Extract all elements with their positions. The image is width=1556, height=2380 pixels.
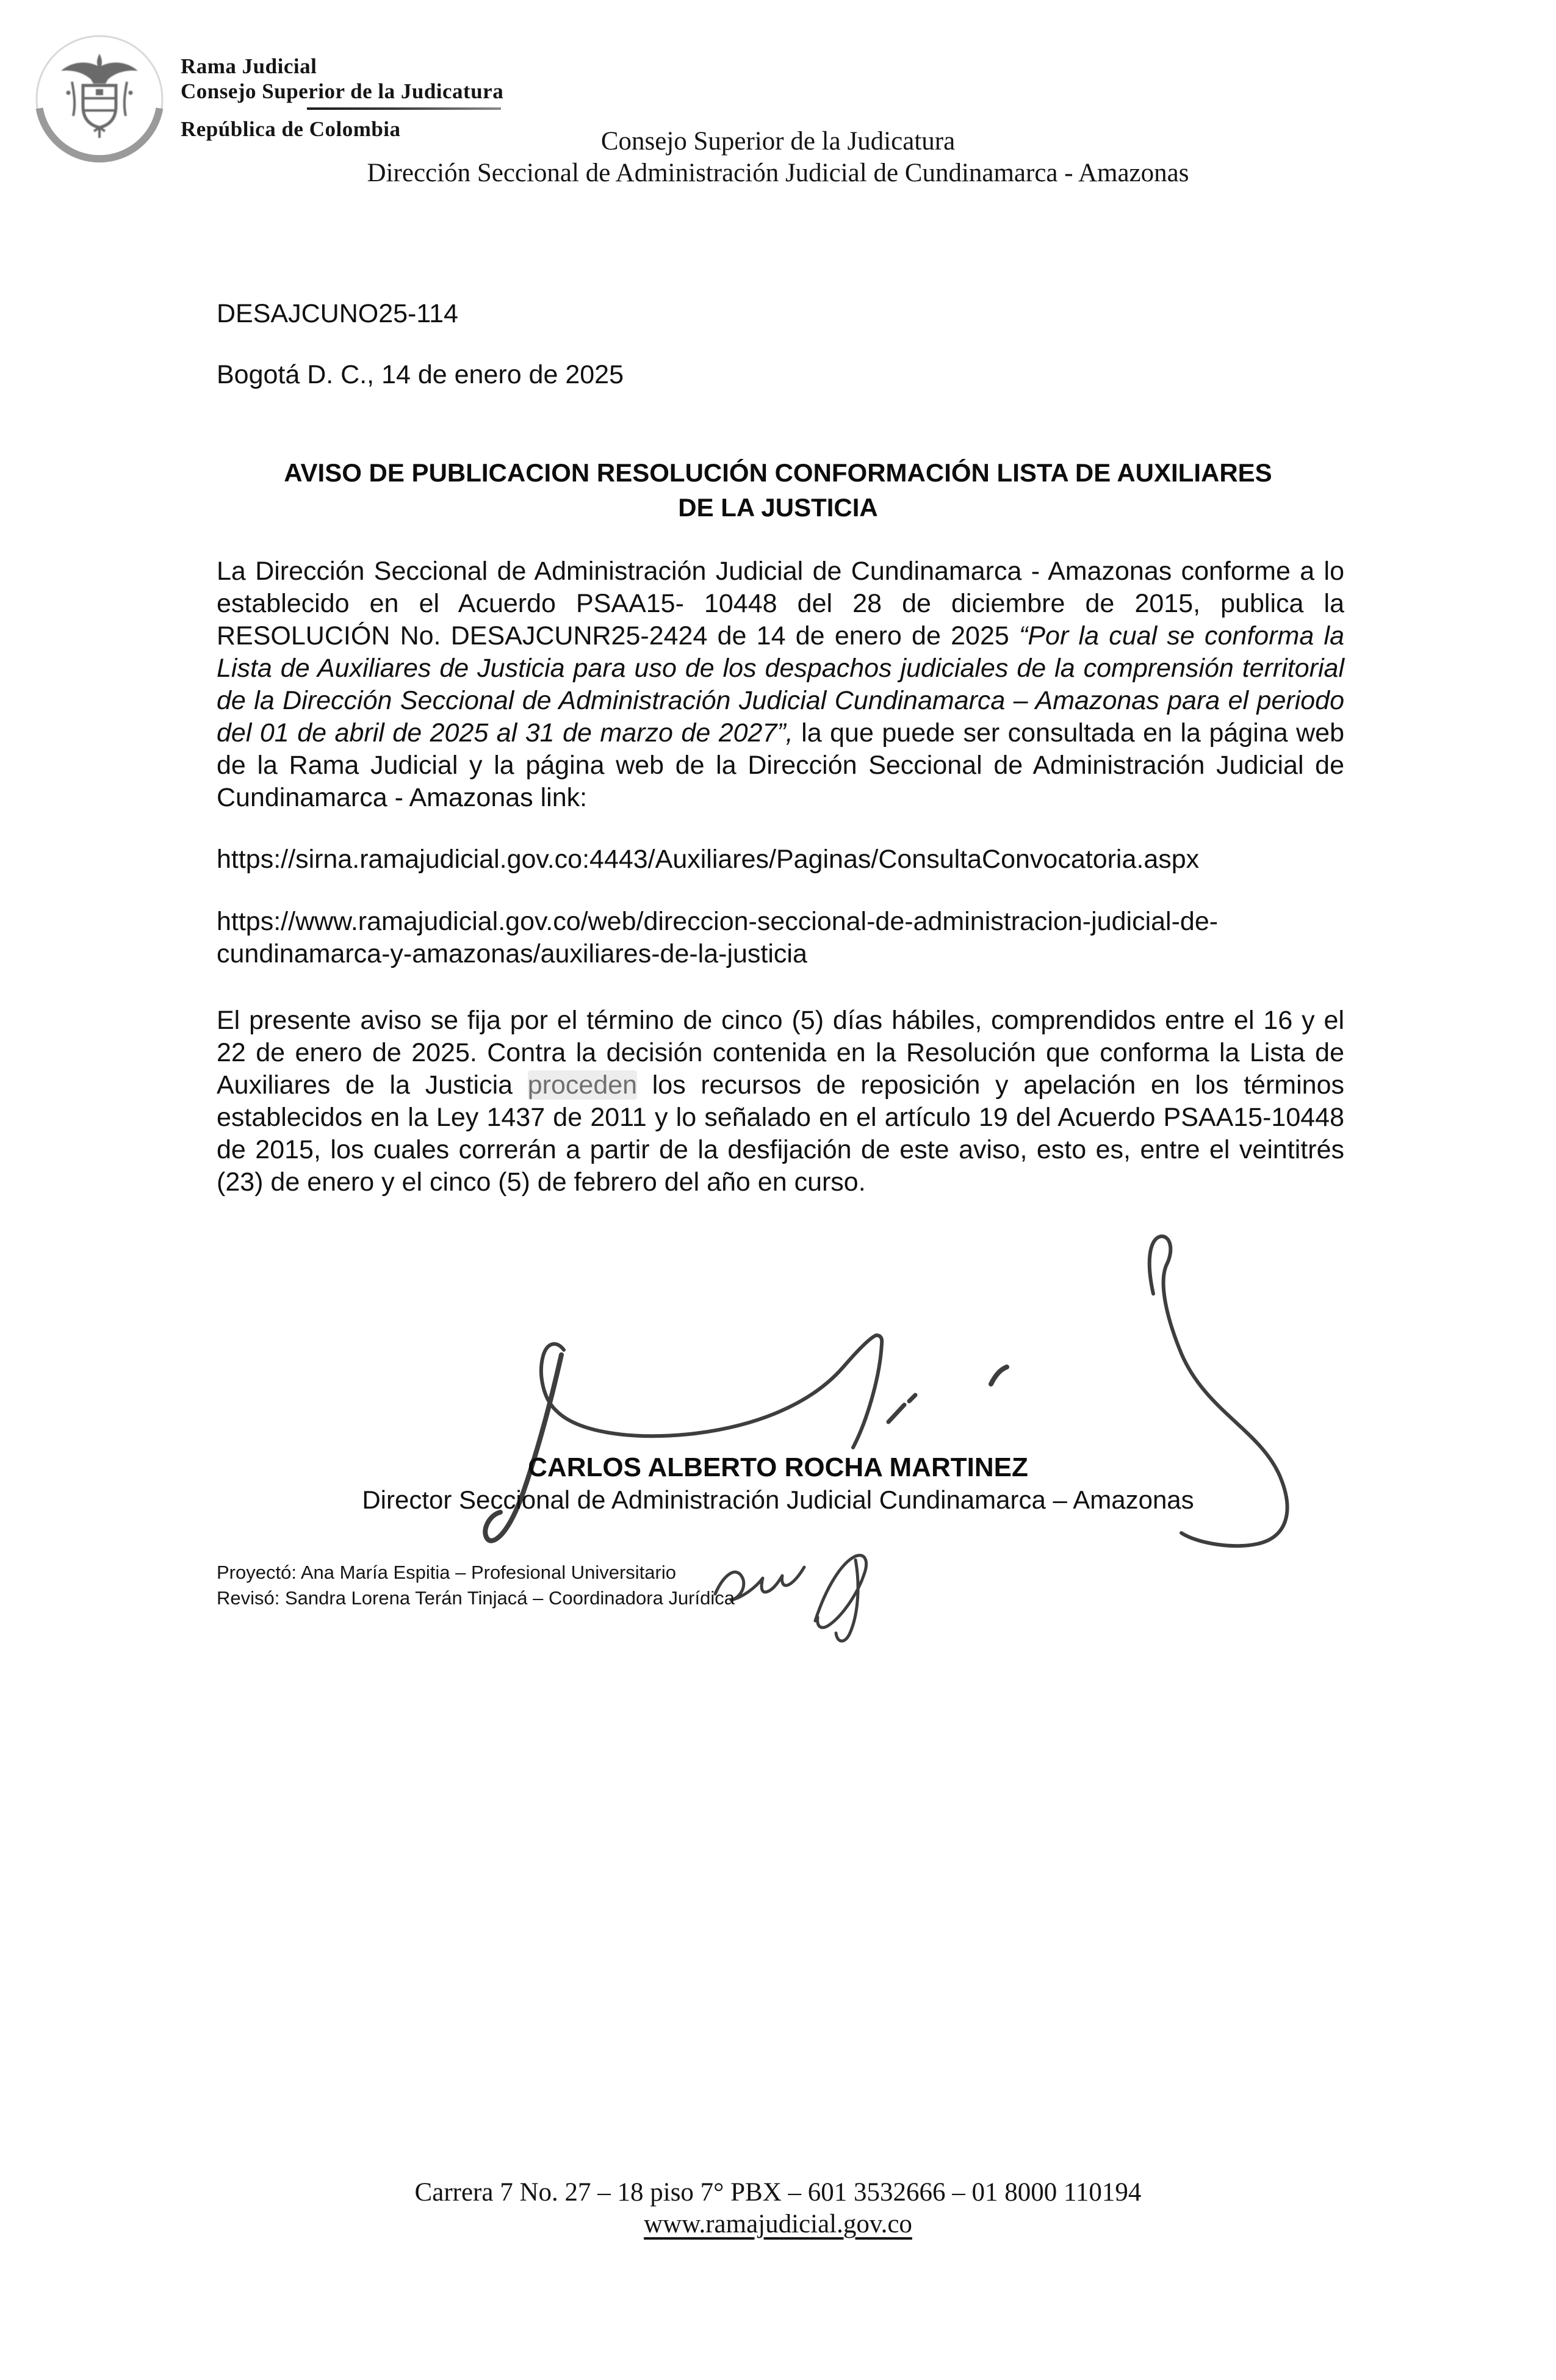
city-date-line: Bogotá D. C., 14 de enero de 2025	[217, 360, 624, 389]
paragraph-aviso-part2: los recursos de reposición y apelación en los términos establecidos en la Ley 1437 de 2011 y lo señalado en el artículo 19 del Acuerdo PSAA15-10448 de 2015, los cuales correrán a partir de la desfijación de este aviso, esto es, entre el veintitrés (23) de enero y el cinco (5) de febrero del año en curso.	[217, 1070, 1344, 1197]
paragraph-resolution-quote: “Por la cual se conforma la Lista de Auxiliares de Justicia para uso de los despachos judiciales de la comprensión territorial de la Dirección Seccional de Administración Judicial Cundinamarca – Amazonas para el periodo del 01 de abril de 2025 al 31 de marzo de 2027”,	[217, 621, 1344, 748]
paragraph-resolution	[217, 555, 1344, 814]
header-center-block	[0, 126, 1556, 189]
initials-reviewed-by	[815, 1556, 866, 1641]
footnotes-block	[217, 1560, 735, 1611]
paragraph-aviso-terminos	[217, 1004, 1344, 1199]
document-title	[214, 455, 1342, 525]
signature-tick-mark	[991, 1367, 1007, 1384]
document-title-line1: AVISO DE PUBLICACION RESOLUCIÓN CONFORMACIÓN LISTA DE AUXILIARES	[284, 458, 1272, 487]
footer-website: www.ramajudicial.gov.co	[644, 2210, 912, 2238]
footer-address: Carrera 7 No. 27 – 18 piso 7° PBX – 601 3532666 – 01 8000 110194	[414, 2178, 1142, 2207]
signatory-role: Director Seccional de Administración Judicial Cundinamarca – Amazonas	[362, 1485, 1194, 1514]
org-line-republica: República de Colombia	[181, 117, 401, 141]
signature-main-stroke	[541, 1335, 882, 1448]
paragraph-aviso-muted-word: proceden	[527, 1070, 638, 1100]
org-line-consejo: Consejo Superior de la Judicatura	[181, 79, 504, 103]
org-line-rama-judicial: Rama Judicial	[181, 54, 317, 78]
document-title-line2: DE LA JUSTICIA	[678, 493, 878, 522]
reference-number: DESAJCUNO25-114	[217, 299, 458, 328]
url-sirna-consulta: https://sirna.ramajudicial.gov.co:4443/Auxiliares/Paginas/ConsultaConvocatoria.aspx	[217, 845, 1200, 874]
paragraph-aviso-part1: El presente aviso se fija por el término de cinco (5) días hábiles, comprendidos entre el 16 y el 22 de enero de 2025. Contra la decisión contenida en la Resolución que conforma la Lista de Auxiliares de la Justicia	[217, 1006, 1344, 1100]
paragraph-resolution-start: La Dirección Seccional de Administración Judicial de Cundinamarca - Amazonas conforme a lo establecido en el Acuerdo PSAA15- 10448 del 28 de diciembre de 2015, publica la RESOLUCIÓN No. DESAJCUNR25-2424 de 14 de enero de 2025	[217, 557, 1344, 651]
signature-dash-marks	[888, 1395, 915, 1422]
signatory-name: CARLOS ALBERTO ROCHA MARTINEZ	[528, 1452, 1028, 1482]
paragraph-resolution-end: la que puede ser consultada en la página web de la Rama Judicial y la página web de la Dirección Seccional de Administración Judicial de Cundinamarca - Amazonas link:	[217, 718, 1344, 812]
footnote-reviewed-by: Revisó: Sandra Lorena Terán Tinjacá – Coordinadora Jurídica	[217, 1587, 735, 1609]
header-direccion-title: Dirección Seccional de Administración Judicial de Cundinamarca - Amazonas	[367, 159, 1189, 187]
header-council-title: Consejo Superior de la Judicatura	[600, 127, 956, 156]
footnote-prepared-by: Proyectó: Ana María Espitia – Profesional Universitario	[217, 1562, 676, 1583]
url-ramajudicial-auxiliares: https://www.ramajudicial.gov.co/web/direccion-seccional-de-administracion-judicial-de-cundinamarca-y-amazonas/auxiliares-de-la-justicia	[217, 907, 1219, 968]
header-divider-line	[307, 107, 501, 110]
